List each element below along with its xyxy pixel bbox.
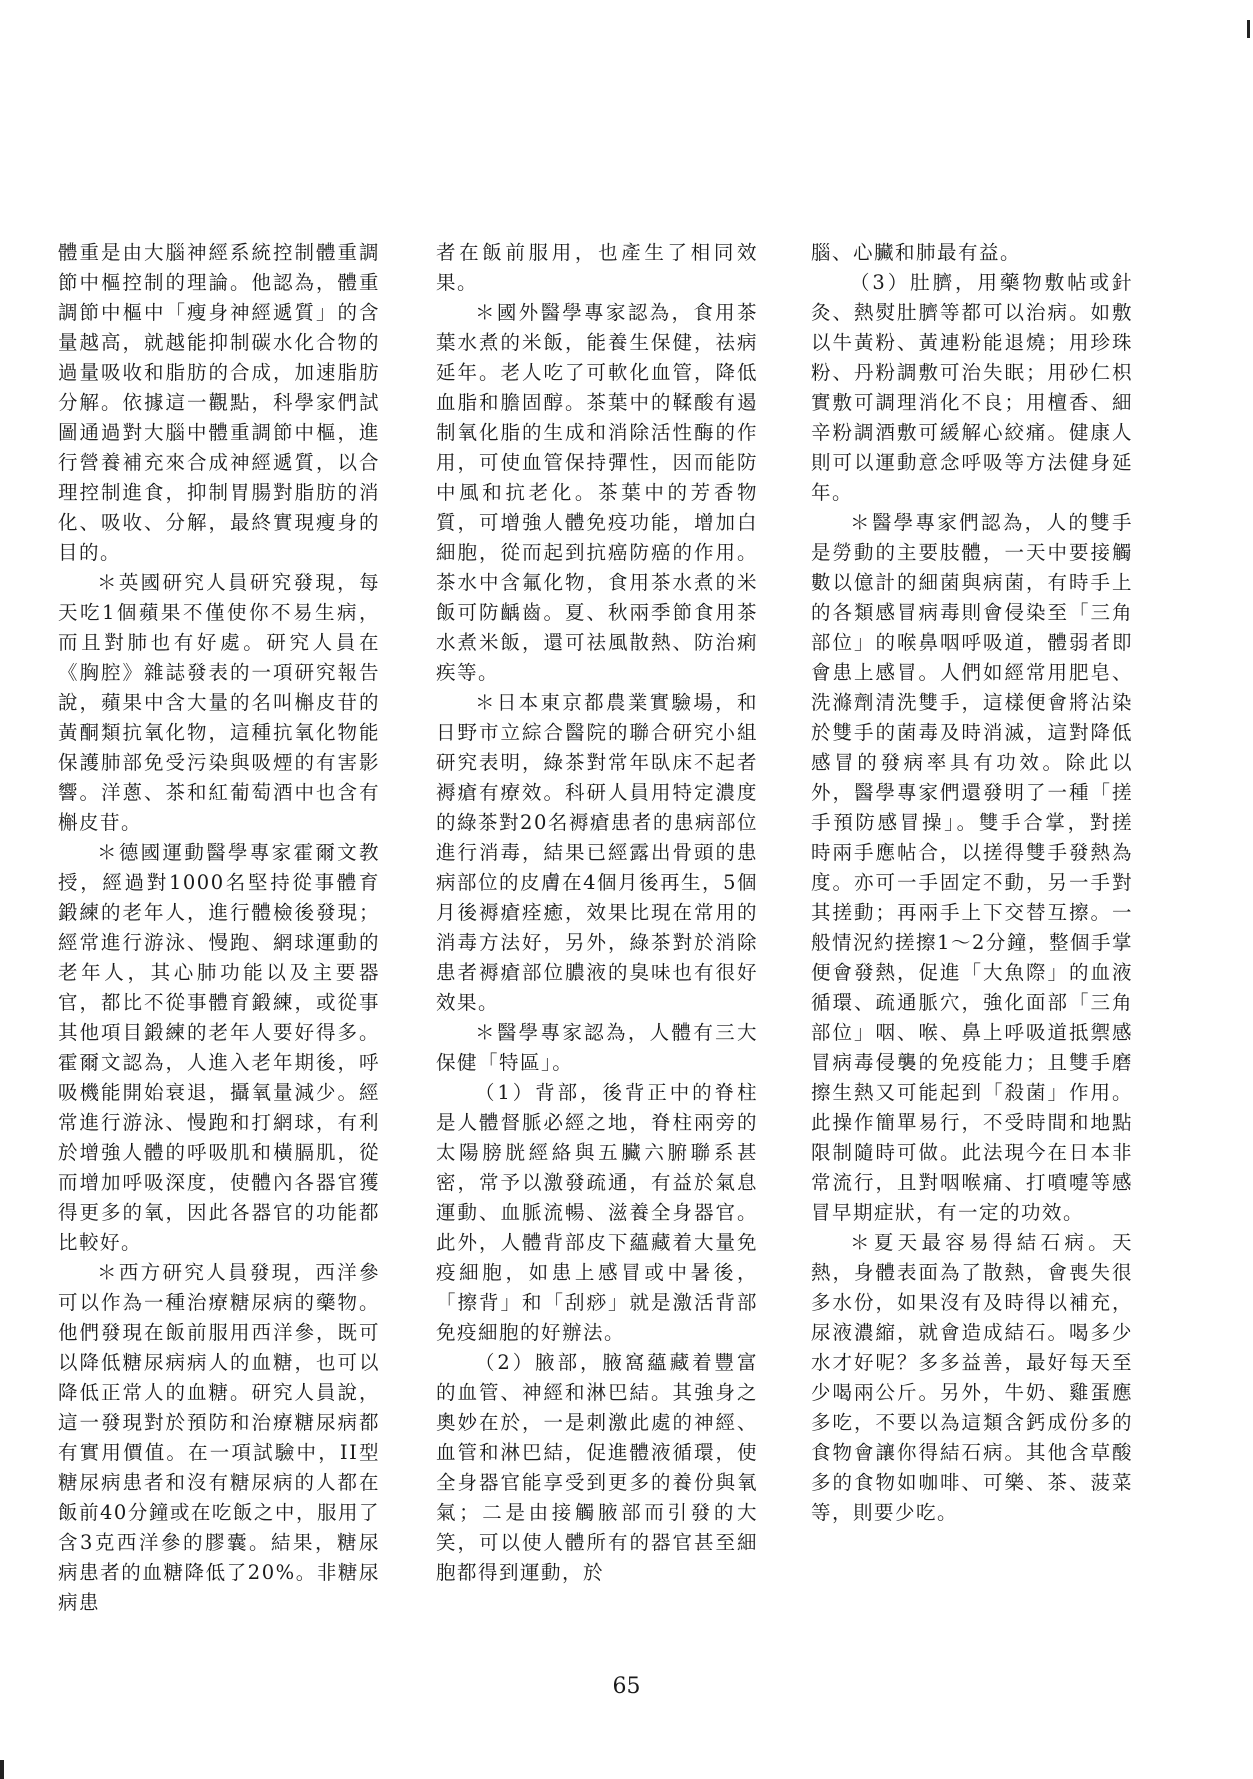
paragraph: ＊國外醫學專家認為，食用茶葉水煮的米飯，能養生保健，祛病延年。老人吃了可軟化血管，降低血脂和膽固醇。茶葉中的鞣酸有遏制氧化脂的生成和消除活性酶的作用，可使血管保持彈性，因而能防中風和抗老化。茶葉中的芳香物質，可增強人體免疫功能，增加白細胞，從而起到抗癌防癌的作用。茶水中含氟化物，食用茶水煮的米飯可防齲齒。夏、秋兩季節食用茶水煮米飯，還可祛風散熱、防治痢疾等。 — [436, 301, 758, 684]
paragraph: ＊醫學專家們認為，人的雙手是勞動的主要肢體，一天中要接觸數以億計的細菌與病菌，有時手上的各類感冒病毒則會侵染至「三角部位」的喉鼻咽呼吸道，體弱者即會患上感冒。人們如經常用肥皂、洗滌劑清洗雙手，這樣便會將沾染於雙手的菌毒及時消滅，這對降低感冒的發病率具有功效。除此以外，醫學專家們還發明了一種「搓手預防感冒操」。雙手合掌，對搓時兩手應帖合，以搓得雙手發熱為度。亦可一手固定不動，另一手對其搓動；再兩手上下交替互擦。一般情況約搓擦1～2分鐘，整個手掌便會發熱，促進「大魚際」的血液循環、疏通脈穴，強化面部「三角部位」咽、喉、鼻上呼吸道抵禦感冒病毒侵襲的免疫能力；且雙手磨擦生熱又可能起到「殺菌」作用。此操作簡單易行，不受時間和地點限制隨時可做。此法現今在日本非常流行，且對咽喉痛、打噴嚏等感冒早期症狀，有一定的功效。 — [811, 511, 1133, 1224]
text-column-1 — [58, 238, 380, 1618]
paragraph: （1）背部，後背正中的脊柱是人體督脈必經之地，脊柱兩旁的太陽膀胱經絡與五臟六腑聯系甚密，常予以激發疏通，有益於氣息運動、血脈流暢、滋養全身器官。此外，人體背部皮下蘊藏着大量免疫細胞，如患上感冒或中暑後，「擦背」和「刮痧」就是激活背部免疫細胞的好辦法。 — [436, 1081, 758, 1344]
text-column-2 — [436, 238, 758, 1588]
paragraph: （3）肚臍，用藥物敷帖或針灸、熱熨肚臍等都可以治病。如敷以牛黃粉、黃連粉能退燒；用珍珠粉、丹粉調敷可治失眠；用砂仁枳實敷可調理消化不良；用檀香、細辛粉調酒敷可緩解心絞痛。健康人則可以運動意念呼吸等方法健身延年。 — [811, 271, 1133, 504]
scan-edge-mark — [1247, 20, 1250, 38]
paragraph: 者在飯前服用，也產生了相同效果。 — [436, 241, 758, 294]
paragraph: ＊日本東京都農業實驗場，和日野市立綜合醫院的聯合研究小組研究表明，綠茶對常年臥床不起者褥瘡有療效。科研人員用特定濃度的綠茶對20名褥瘡患者的患病部位進行消毒，結果已經露出骨頭的患病部位的皮膚在4個月後再生，5個月後褥瘡痊癒，效果比現在常用的消毒方法好，另外，綠茶對於消除患者褥瘡部位膿液的臭味也有很好效果。 — [436, 691, 758, 1014]
paragraph: ＊醫學專家認為，人體有三大保健「特區」。 — [436, 1021, 758, 1074]
paragraph: ＊夏天最容易得結石病。天熱，身體表面為了散熱，會喪失很多水份，如果沒有及時得以補充，尿液濃縮，就會造成結石。喝多少水才好呢？多多益善，最好每天至少喝兩公斤。另外，牛奶、雞蛋應多吃，不要以為這類含鈣成份多的食物會讓你得結石病。其他含草酸多的食物如咖啡、可樂、茶、菠菜等，則要少吃。 — [811, 1231, 1133, 1524]
paragraph: ＊德國運動醫學專家霍爾文教授，經過對1000名堅持從事體育鍛練的老年人，進行體檢後發現；經常進行游泳、慢跑、網球運動的老年人，其心肺功能以及主要器官，都比不從事體育鍛練，或從事其他項目鍛練的老年人要好得多。霍爾文認為，人進入老年期後，呼吸機能開始衰退，攝氧量減少。經常進行游泳、慢跑和打網球，有利於增強人體的呼吸肌和橫膈肌，從而增加呼吸深度，使體內各器官獲得更多的氧，因此各器官的功能都比較好。 — [58, 841, 380, 1254]
page-number: 65 — [612, 1674, 641, 1699]
text-column-3 — [811, 238, 1133, 1528]
paragraph: 腦、心臟和肺最有益。 — [811, 241, 1022, 264]
paragraph: ＊英國研究人員研究發現，每天吃1個蘋果不僅使你不易生病，而且對肺也有好處。研究人員在《胸腔》雜誌發表的一項研究報告說，蘋果中含大量的名叫槲皮苷的黃酮類抗氧化物，這種抗氧化物能保護肺部免受污染與吸煙的有害影響。洋蔥、茶和紅葡萄酒中也含有槲皮苷。 — [58, 571, 380, 834]
paragraph: 體重是由大腦神經系統控制體重調節中樞控制的理論。他認為，體重調節中樞中「瘦身神經遞質」的含量越高，就越能抑制碳水化合物的過量吸收和脂肪的合成，加速脂肪分解。依據這一觀點，科學家們試圖通過對大腦中體重調節中樞，進行營養補充來合成神經遞質，以合理控制進食，抑制胃腸對脂肪的消化、吸收、分解，最終實現瘦身的目的。 — [58, 241, 380, 564]
scan-edge-mark — [0, 1760, 4, 1779]
paragraph: （2）腋部，腋窩蘊藏着豐富的血管、神經和淋巴結。其強身之奧妙在於，一是刺激此處的神經、血管和淋巴結，促進體液循環，使全身器官能享受到更多的養份與氧氣；二是由接觸腋部而引發的大笑，可以使人體所有的器官甚至細胞都得到運動，於 — [436, 1351, 758, 1584]
paragraph: ＊西方研究人員發現，西洋參可以作為一種治療糖尿病的藥物。他們發現在飯前服用西洋參，既可以降低糖尿病病人的血糖，也可以降低正常人的血糖。研究人員說，這一發現對於預防和治療糖尿病都有實用價值。在一項試驗中，II型糖尿病患者和沒有糖尿病的人都在飯前40分鐘或在吃飯之中，服用了含3克西洋參的膠囊。結果，糖尿病患者的血糖降低了20%。非糖尿病患 — [58, 1261, 380, 1614]
